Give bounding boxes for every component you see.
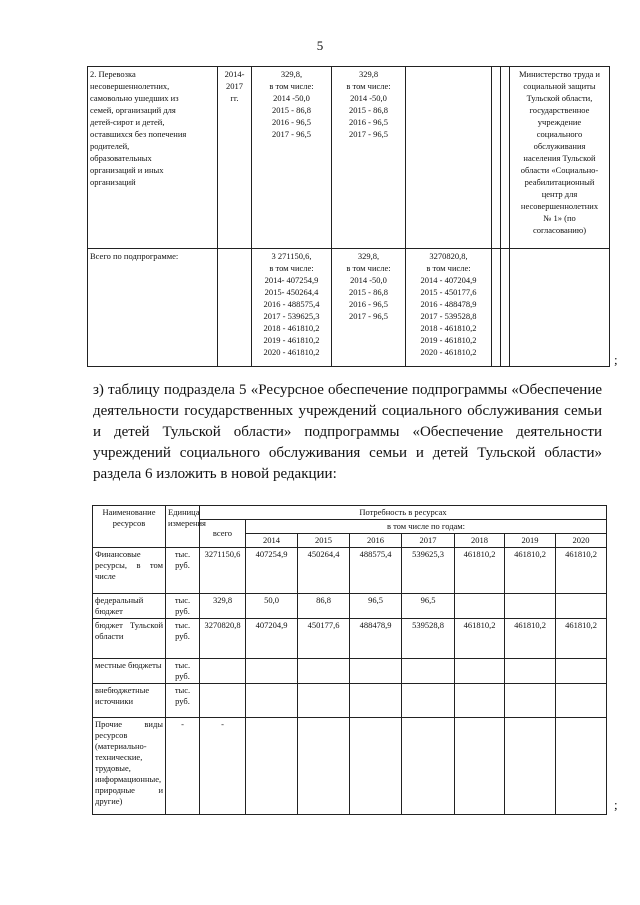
total-cell: 3271150,6 bbox=[200, 548, 246, 594]
cell-line: 2014- bbox=[224, 69, 245, 79]
header-need: Потребность в ресурсах bbox=[200, 506, 607, 520]
period-cell bbox=[218, 249, 252, 367]
federal-funding-cell bbox=[332, 249, 406, 367]
cell-line: 2014 -50,0 bbox=[350, 93, 387, 103]
year-value-cell bbox=[505, 718, 556, 815]
unit-cell: тыс. руб. bbox=[166, 548, 200, 594]
year-value-cell bbox=[455, 659, 505, 684]
resource-name-cell: внебюджетные источники bbox=[93, 684, 166, 718]
resource-name-cell: федеральный бюджет bbox=[93, 594, 166, 619]
cell-line: государственное bbox=[529, 105, 590, 115]
cell-line: 2015 - 450177,6 bbox=[420, 287, 477, 297]
year-value-cell: 461810,2 bbox=[556, 619, 607, 659]
year-value-cell bbox=[556, 684, 607, 718]
cell-line: 2014 -50,0 bbox=[273, 93, 310, 103]
cell-line: населения Тульской bbox=[523, 153, 596, 163]
header-year-2016: 2016 bbox=[350, 534, 402, 548]
total-cell: 329,8 bbox=[200, 594, 246, 619]
year-value-cell bbox=[455, 684, 505, 718]
table-row bbox=[93, 718, 607, 815]
executor-cell bbox=[510, 67, 610, 249]
federal-funding-cell bbox=[332, 67, 406, 249]
table-row bbox=[88, 249, 610, 367]
year-value-cell: 96,5 bbox=[402, 594, 455, 619]
total-cell: - bbox=[200, 718, 246, 815]
cell-line: 2019 - 461810,2 bbox=[420, 335, 477, 345]
header-resource-name: Наименование ресурсов bbox=[93, 506, 166, 548]
cell-line: 3 271150,6, bbox=[271, 251, 312, 261]
year-value-cell: 407204,9 bbox=[246, 619, 298, 659]
cell-line: самовольно ушедших из bbox=[90, 93, 179, 103]
cell-line: № 1» (по bbox=[543, 213, 576, 223]
resource-name-cell: Финансовые ресурсы, в том числе bbox=[93, 548, 166, 594]
year-value-cell: 539528,8 bbox=[402, 619, 455, 659]
cell-line: 2014- 407254,9 bbox=[264, 275, 319, 285]
cell-line: области «Социально- bbox=[520, 165, 599, 175]
cell-line: 3270820,8, bbox=[429, 251, 468, 261]
cell-line: 2016 - 96,5 bbox=[349, 299, 388, 309]
table-row bbox=[93, 659, 607, 684]
measure-name-cell bbox=[88, 67, 218, 249]
total-funding-cell bbox=[252, 249, 332, 367]
year-value-cell: 461810,2 bbox=[505, 619, 556, 659]
year-value-cell: 539625,3 bbox=[402, 548, 455, 594]
cell-line: обслуживания bbox=[533, 141, 586, 151]
unit-cell: тыс. руб. bbox=[166, 594, 200, 619]
resource-name-cell: местные бюджеты bbox=[93, 659, 166, 684]
table-row bbox=[93, 548, 607, 594]
cell-line: 2016 - 488478,9 bbox=[420, 299, 477, 309]
year-value-cell bbox=[455, 594, 505, 619]
cell-line: 2018 - 461810,2 bbox=[420, 323, 477, 333]
cell-line: 2016 - 96,5 bbox=[349, 117, 388, 127]
year-value-cell bbox=[402, 659, 455, 684]
empty-cell bbox=[492, 67, 501, 249]
year-value-cell: 461810,2 bbox=[455, 619, 505, 659]
table-row bbox=[93, 619, 607, 659]
empty-cell bbox=[501, 67, 510, 249]
year-value-cell bbox=[350, 684, 402, 718]
year-value-cell bbox=[246, 659, 298, 684]
cell-line: в том числе: bbox=[346, 263, 391, 273]
year-value-cell bbox=[298, 718, 350, 815]
header-year-2014: 2014 bbox=[246, 534, 298, 548]
year-value-cell: 461810,2 bbox=[455, 548, 505, 594]
cell-line: оставшихся без попечения bbox=[90, 129, 187, 139]
cell-line: гг. bbox=[230, 93, 239, 103]
year-value-cell bbox=[505, 659, 556, 684]
cell-line: в том числе: bbox=[269, 81, 314, 91]
cell-line: центр для bbox=[541, 189, 578, 199]
cell-line: несовершеннолетних bbox=[520, 201, 599, 211]
header-year-2015: 2015 bbox=[298, 534, 350, 548]
period-cell bbox=[218, 67, 252, 249]
header-year-2020: 2020 bbox=[556, 534, 607, 548]
cell-line: 329,8 bbox=[358, 69, 379, 79]
table-end-mark: ; bbox=[614, 352, 618, 367]
total-funding-cell bbox=[252, 67, 332, 249]
year-value-cell: 488575,4 bbox=[350, 548, 402, 594]
total-cell: 3270820,8 bbox=[200, 619, 246, 659]
year-value-cell: 450264,4 bbox=[298, 548, 350, 594]
table-row bbox=[88, 67, 610, 249]
cell-line: реабилитационный bbox=[524, 177, 595, 187]
cell-line: 2. Перевозка bbox=[90, 69, 136, 79]
cell-line: 2016 - 96,5 bbox=[272, 117, 311, 127]
unit-cell: тыс. руб. bbox=[166, 659, 200, 684]
year-value-cell: 461810,2 bbox=[556, 548, 607, 594]
unit-cell: тыс. руб. bbox=[166, 684, 200, 718]
cell-line: 2019 - 461810,2 bbox=[263, 335, 320, 345]
subprogram-measures-table bbox=[87, 66, 610, 367]
cell-line: организаций bbox=[90, 177, 136, 187]
cell-line: 329,8, bbox=[357, 251, 380, 261]
year-value-cell bbox=[402, 684, 455, 718]
total-cell bbox=[200, 684, 246, 718]
cell-line: Всего по подпрограмме: bbox=[90, 251, 179, 261]
table-row bbox=[93, 684, 607, 718]
table-row bbox=[93, 594, 607, 619]
cell-line: социальной защиты bbox=[523, 81, 596, 91]
year-value-cell bbox=[556, 659, 607, 684]
year-value-cell bbox=[246, 718, 298, 815]
cell-line: согласованию) bbox=[532, 225, 587, 235]
year-value-cell bbox=[350, 718, 402, 815]
resource-name-cell: бюджет Тульской области bbox=[93, 619, 166, 659]
cell-line: 2016 - 488575,4 bbox=[263, 299, 320, 309]
cell-line: 2017 - 539528,8 bbox=[420, 311, 477, 321]
year-value-cell: 488478,9 bbox=[350, 619, 402, 659]
header-row bbox=[93, 506, 607, 520]
cell-line: организаций и иных bbox=[90, 165, 164, 175]
cell-line: 2015 - 86,8 bbox=[272, 105, 311, 115]
cell-line: детей-сирот и детей, bbox=[90, 117, 165, 127]
cell-line: 2017 - 96,5 bbox=[272, 129, 311, 139]
cell-line: 2015 - 86,8 bbox=[349, 287, 388, 297]
resource-name-cell: Прочие виды ресурсов (материально-технические, трудовые, информационные, природные и другие) bbox=[93, 718, 166, 815]
empty-cell bbox=[501, 249, 510, 367]
cell-line: 2018 - 461810,2 bbox=[263, 323, 320, 333]
header-year-2019: 2019 bbox=[505, 534, 556, 548]
cell-line: 2020 - 461810,2 bbox=[420, 347, 477, 357]
cell-line: в том числе: bbox=[426, 263, 471, 273]
cell-line: образовательных bbox=[90, 153, 152, 163]
cell-line: 2017 - 96,5 bbox=[349, 311, 388, 321]
cell-line: 2017 bbox=[226, 81, 243, 91]
unit-cell: тыс. руб. bbox=[166, 619, 200, 659]
cell-line: социального bbox=[536, 129, 583, 139]
year-value-cell: 407254,9 bbox=[246, 548, 298, 594]
year-value-cell bbox=[505, 594, 556, 619]
year-value-cell bbox=[455, 718, 505, 815]
table-end-mark: ; bbox=[614, 797, 618, 812]
header-unit: Единица измерения bbox=[166, 506, 200, 548]
year-value-cell bbox=[298, 659, 350, 684]
measure-name-cell bbox=[88, 249, 218, 367]
cell-line: 2015 - 86,8 bbox=[349, 105, 388, 115]
executor-cell bbox=[510, 249, 610, 367]
cell-line: в том числе: bbox=[269, 263, 314, 273]
cell-line: 2020 - 461810,2 bbox=[263, 347, 320, 357]
cell-line: родителей, bbox=[90, 141, 130, 151]
year-value-cell: 461810,2 bbox=[505, 548, 556, 594]
total-cell bbox=[200, 659, 246, 684]
cell-line: 2015- 450264,4 bbox=[264, 287, 319, 297]
empty-cell bbox=[492, 249, 501, 367]
year-value-cell bbox=[556, 718, 607, 815]
year-value-cell bbox=[505, 684, 556, 718]
regional-funding-cell bbox=[406, 249, 492, 367]
year-value-cell: 96,5 bbox=[350, 594, 402, 619]
cell-line: 2017 - 539625,3 bbox=[263, 311, 320, 321]
year-value-cell: 50,0 bbox=[246, 594, 298, 619]
cell-line: 2014 - 407204,9 bbox=[420, 275, 477, 285]
cell-line: семей, организаций для bbox=[90, 105, 176, 115]
cell-line: несовершеннолетних, bbox=[90, 81, 170, 91]
header-by-year: в том числе по годам: bbox=[246, 520, 607, 534]
cell-line: 329,8, bbox=[280, 69, 303, 79]
year-value-cell: 450177,6 bbox=[298, 619, 350, 659]
header-total: всего bbox=[200, 520, 246, 548]
cell-line: 2017 - 96,5 bbox=[349, 129, 388, 139]
header-year-2017: 2017 bbox=[402, 534, 455, 548]
header-year-2018: 2018 bbox=[455, 534, 505, 548]
cell-line: в том числе: bbox=[346, 81, 391, 91]
cell-line: 2014 -50,0 bbox=[350, 275, 387, 285]
year-value-cell bbox=[298, 684, 350, 718]
amendment-paragraph: з) таблицу подраздела 5 «Ресурсное обеспечение подпрограммы «Обеспечение деятельности государственных учреждений социального обслуживания семьи и детей Тульской области» подпрограммы «Обеспечение деятельности учреждений социального обслуживания семьи и детей Тульской области» раздела 6 изложить в новой редакции: bbox=[93, 382, 602, 482]
year-value-cell bbox=[246, 684, 298, 718]
year-value-cell bbox=[402, 718, 455, 815]
page-number: 5 bbox=[316, 38, 324, 53]
unit-cell: - bbox=[166, 718, 200, 815]
cell-line: Министерство труда и bbox=[519, 69, 600, 79]
year-value-cell bbox=[556, 594, 607, 619]
year-value-cell: 86,8 bbox=[298, 594, 350, 619]
cell-line: учреждение bbox=[537, 117, 582, 127]
cell-line: Тульской области, bbox=[526, 93, 593, 103]
resource-table bbox=[92, 505, 607, 815]
year-value-cell bbox=[350, 659, 402, 684]
regional-funding-cell bbox=[406, 67, 492, 249]
